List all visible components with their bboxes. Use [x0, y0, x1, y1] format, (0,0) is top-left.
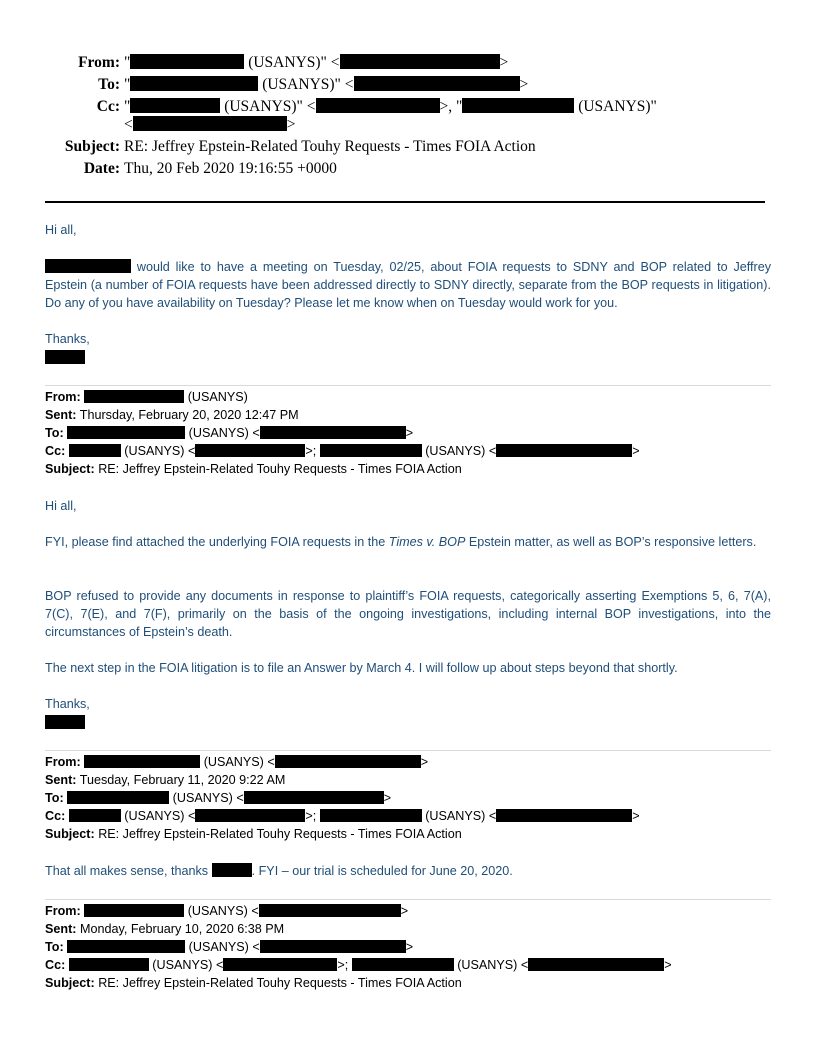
cc-label: Cc:	[45, 809, 66, 823]
redaction	[259, 904, 401, 917]
from-org: (USANYS)	[248, 54, 321, 71]
message-meta: From: (USANYS) Sent: Thursday, February 20, 2020 12:47 PM To: (USANYS) < > Cc: (USANYS) < >; (USANYS) < > Subject: RE: Jeffrey Epstein-Related Touhy Requests - Times FOIA Action	[45, 390, 640, 476]
header-divider	[45, 201, 765, 203]
org: (USANYS)	[188, 940, 249, 954]
org: (USANYS)	[457, 958, 518, 972]
redaction	[352, 958, 454, 971]
redaction	[130, 98, 220, 113]
redaction	[260, 426, 406, 439]
message-meta: From: (USANYS) < > Sent: Monday, February 10, 2020 6:38 PM To: (USANYS) < > Cc: (USANYS) < >; (USANYS) < > Subject: RE: Jeffrey Epstein-Related Touhy Requests - Times FOIA Action	[45, 904, 672, 990]
message-text: would like to have a meeting on Tuesday, 02/25, about FOIA requests to SDNY and BOP related to Jeffrey Epstein (a number of FOIA requests have been addressed directly to SDNY directly, separate from the BOP requests in litigation). Do any of you have availability on Tuesday? Please let me know when on Tuesday would work for you.	[45, 260, 772, 310]
redaction	[528, 958, 664, 971]
subject-label: Subject:	[45, 462, 95, 476]
message-paragraph: BOP refused to provide any documents in response to plaintiff’s FOIA requests, categorically asserting Exemptions 5, 6, 7(A), 7(C), 7(E), and 7(F), primarily on the basis of the ongoing investigations, including internal BOP investigations, into the circumstances of Epstein’s death.	[45, 589, 771, 639]
redaction	[84, 904, 184, 917]
org: (USANYS)	[152, 958, 213, 972]
redaction	[354, 76, 520, 91]
org: (USANYS)	[187, 904, 248, 918]
from-value: " (USANYS)" < >	[124, 54, 509, 71]
cc-label: Cc:	[45, 958, 66, 972]
org: (USANYS)	[203, 755, 264, 769]
from-label: From:	[45, 755, 81, 769]
sent-value: Thursday, February 20, 2020 12:47 PM	[79, 408, 299, 422]
org: (USANYS)	[425, 444, 486, 458]
message-text: FYI, please find attached the underlying FOIA requests in the	[45, 535, 389, 549]
date-label: Date:	[83, 160, 120, 177]
to-label: To:	[45, 940, 64, 954]
message-meta: From: (USANYS) < > Sent: Tuesday, February 11, 2020 9:22 AM To: (USANYS) < > Cc: (USANYS) < >; (USANYS) < > Subject: RE: Jeffrey Epstein-Related Touhy Requests - Times FOIA Action	[45, 755, 640, 841]
redaction	[212, 863, 252, 877]
to-label: To:	[45, 791, 64, 805]
email-header	[0, 0, 816, 200]
cc-org-2: (USANYS)	[578, 98, 651, 115]
redaction	[195, 444, 305, 457]
message-paragraph: The next step in the FOIA litigation is to file an Answer by March 4. I will follow up about steps beyond that shortly.	[45, 661, 678, 675]
sign-off: Thanks,	[45, 697, 90, 711]
subject-value: RE: Jeffrey Epstein-Related Touhy Requests - Times FOIA Action	[98, 976, 462, 990]
redaction	[195, 809, 305, 822]
org: (USANYS)	[425, 809, 486, 823]
to-label: To:	[98, 76, 120, 93]
subject-value: RE: Jeffrey Epstein-Related Touhy Requests - Times FOIA Action	[98, 462, 462, 476]
subject-value: RE: Jeffrey Epstein-Related Touhy Requests - Times FOIA Action	[124, 138, 536, 155]
sign-off: Thanks,	[45, 332, 90, 346]
date-value: Thu, 20 Feb 2020 19:16:55 +0000	[124, 160, 337, 177]
redaction	[67, 940, 185, 953]
org: (USANYS)	[124, 444, 185, 458]
redaction	[130, 54, 244, 69]
cc-value: " (USANYS)" < >, " (USANYS)"	[124, 98, 657, 115]
sent-label: Sent:	[45, 773, 77, 787]
redaction	[130, 76, 258, 91]
redaction	[84, 755, 200, 768]
redaction	[45, 259, 131, 273]
redaction	[67, 791, 169, 804]
redaction	[316, 98, 440, 113]
sent-label: Sent:	[45, 922, 77, 936]
cc-label: Cc:	[45, 444, 66, 458]
redaction	[223, 958, 337, 971]
message-separator	[45, 385, 771, 386]
signature-redaction	[45, 715, 85, 729]
sent-label: Sent:	[45, 408, 77, 422]
subject-label: Subject:	[64, 138, 120, 155]
cc-value-cont: < >	[124, 116, 296, 133]
message-separator	[45, 899, 771, 900]
from-label: From:	[45, 390, 81, 404]
redaction	[496, 444, 632, 457]
message-paragraph	[45, 862, 771, 880]
org: (USANYS)	[172, 791, 233, 805]
sent-value: Monday, February 10, 2020 6:38 PM	[79, 922, 285, 936]
redaction	[69, 444, 121, 457]
sent-value: Tuesday, February 11, 2020 9:22 AM	[79, 773, 286, 787]
to-org: (USANYS)	[262, 76, 335, 93]
redaction	[133, 116, 287, 131]
redaction	[320, 444, 422, 457]
subject-label: Subject:	[45, 976, 95, 990]
message-paragraph	[45, 533, 771, 551]
greeting: Hi all,	[45, 223, 77, 237]
redaction	[67, 426, 185, 439]
redaction	[260, 940, 406, 953]
to-value: " (USANYS)" < >	[124, 76, 529, 93]
message-text: Epstein matter, as well as BOP’s responsive letters.	[465, 535, 757, 549]
redaction	[496, 809, 632, 822]
redaction	[69, 809, 121, 822]
to-label: To:	[45, 426, 64, 440]
message-paragraph	[45, 258, 771, 312]
org: (USANYS)	[124, 809, 185, 823]
redaction	[69, 958, 149, 971]
redaction	[462, 98, 574, 113]
message-separator	[45, 750, 771, 751]
cc-org: (USANYS)	[224, 98, 297, 115]
cc-label: Cc:	[96, 98, 120, 115]
subject-label: Subject:	[45, 827, 95, 841]
from-label: From:	[78, 54, 120, 71]
org: (USANYS)	[188, 426, 249, 440]
redaction	[84, 390, 184, 403]
org: (USANYS)	[187, 390, 248, 404]
message-text: That all makes sense, thanks	[45, 864, 209, 878]
subject-value: RE: Jeffrey Epstein-Related Touhy Requests - Times FOIA Action	[98, 827, 462, 841]
signature-redaction	[45, 350, 85, 364]
redaction	[244, 791, 384, 804]
greeting: Hi all,	[45, 499, 77, 513]
case-name: Times v. BOP	[388, 535, 466, 549]
redaction	[320, 809, 422, 822]
redaction	[275, 755, 421, 768]
redaction	[340, 54, 500, 69]
from-label: From:	[45, 904, 81, 918]
message-text: . FYI – our trial is scheduled for June 20, 2020.	[251, 864, 513, 878]
